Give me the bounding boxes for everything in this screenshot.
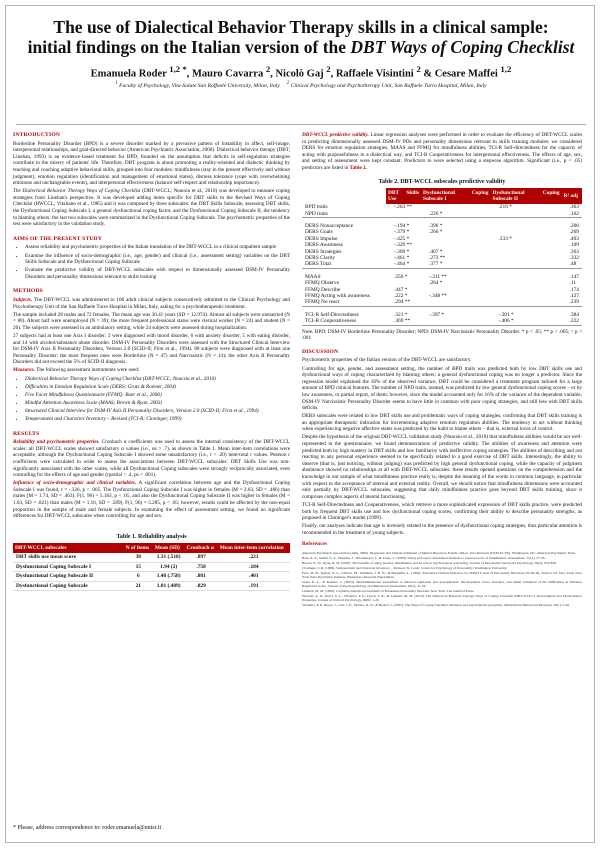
- table-row: [13, 572, 290, 581]
- predictive-paragraph: [302, 132, 582, 172]
- table-cell: TCI-R Cooperativeness: [305, 318, 357, 325]
- table-cell: .206: [569, 222, 579, 229]
- author-sup: 2: [265, 64, 271, 74]
- influence-text: A significant correlation between age and the Dysfunctional Coping Subscale I was found, r = -.326, p < .005. The Dysfunctional Coping Subscale I was higher in females (M = 2.03, SD = .466) than males (M = 1.74, SD = .463), F(1, 96) = 5.183, p < .05, and also the Dysfunctional Coping Subscale II was higher in females (M = 1.63, SD = .821) than males (M = 1.16, SD = .589), F(1, 96) = 5.285, p < .05; however, results could be affected by the non-equal proportion in the sample of male and female subjects. In examining the effect of assessment setting, we found no significant differences for DBT-WCCL subscales when controlling for age and sex.: [13, 480, 291, 520]
- table-cell: -.201 *: [498, 311, 514, 318]
- author-sup: 2: [416, 64, 421, 74]
- reference-item: Vitaliano, P. P., Russo, J., Carr, J. E., Maiuro, R. D., & Becker, J. (1985). The Ways of Coping Checklist: Revision and psychometric properties. Multivariate Behavioral Research, 20(1): 3-26.: [302, 602, 570, 607]
- reference-item: Brown, K. W., Ryan, R. M. (2003). The benefits of being present: mindfulness and its role in psychological well-being. Journal of Personality and Social Psychology, 84(4): 822-848.: [302, 560, 557, 565]
- table-cell: DERS Strategies: [305, 248, 342, 255]
- table-header-row: [302, 188, 582, 204]
- measures-label: Measures.: [13, 367, 36, 374]
- reference-list: [302, 551, 582, 607]
- reference-item: Gratz, K. L., & Roemer, L. (2004). Multidimensional assessment of emotion regulation and dysregulation: Development, factor structure, and initial validation of the Difficulties in Emotion Regulation Scale. Journal of Psychopathology and Behavioral Assessment, 26(1): 41-54.: [302, 579, 582, 589]
- table-cell: .273 **: [428, 255, 446, 261]
- table-cell: FFMQ No react: [305, 299, 340, 306]
- table-cell: .363: [569, 204, 579, 211]
- table-cell: .147: [569, 273, 579, 280]
- table-cell: [490, 299, 561, 306]
- table-cell: .801: [184, 572, 217, 581]
- author-sup: 2: [326, 64, 331, 74]
- table-cell: 38: [124, 553, 153, 562]
- table-cell: 1.94 (2): [153, 562, 185, 571]
- table-2-caption: Table 2. DBT-WCCL subscales predictive validity: [378, 178, 506, 185]
- reference-item: Baer, R. A., Smith, G. T., Hopkins, J., Krietemeyer, J., & Toney, L. (2006). Using self-report assessment methods to explore facets of mindfulness. Assessment, 13 (1), 27-45.: [302, 555, 546, 560]
- author: Nicolò Gaj: [275, 68, 324, 80]
- table-cell: [490, 261, 561, 268]
- table-cell: -.348 **: [428, 293, 447, 300]
- table-cell: .191: [218, 581, 290, 590]
- title-line-2-italic: DBT Ways of Coping Checklist: [350, 37, 575, 57]
- table-cell: DERS Awareness: [305, 242, 343, 249]
- table-cell: .384: [569, 311, 579, 318]
- reference-item: Linehan, M. M. (1993). Cognitive-behavioral treatment of Borderline Personality Disorder. New York: The Guilford Press.: [302, 588, 475, 593]
- results-heading: RESULTS: [13, 430, 40, 437]
- table-cell: .264 *: [428, 280, 443, 287]
- table-row: [302, 211, 582, 218]
- table-cell: .333 *: [498, 235, 512, 242]
- table-cell: .222 *: [394, 293, 408, 300]
- table-cell: [421, 318, 490, 325]
- table-cell: -.329 **: [394, 242, 412, 249]
- table-cell: DERS Goals: [305, 229, 333, 236]
- table-cell: MAAS: [305, 273, 321, 280]
- table-cell: DERS Nonacceptance: [305, 222, 354, 229]
- table-cell: -.379 *: [394, 229, 410, 236]
- affiliation-number: 2: [286, 81, 290, 86]
- table-body: [302, 204, 582, 325]
- discussion-paragraph: DERS subscales were related to low DBT skills use and problematic ways of coping strategies, confirming that DBT skills training is an appropriate therapeutic indication for incrementing adaptive emotion regulation abilities. The tendency to act without thinking when experiencing negative affective states was predicted by the habit to blame others – that is, external locus of control.: [302, 413, 582, 433]
- table-cell: .447 *: [394, 286, 408, 293]
- subjects-paragraph: [13, 297, 290, 310]
- table-cell: DERS Impulse: [305, 235, 338, 242]
- table-cell: 1.81 (.489): [153, 581, 185, 590]
- aims-heading: AIMS OF THE PRESENT STUDY: [13, 235, 103, 242]
- intro-paragraph-1: Borderline Personality Disorder (BPD) is a severe disorder marked by a pervasive pattern of instability in affect, self-image, interpersonal relationships, and goal-directed behavior (American Psychiatric Association, 2000). Dialectical behavior therapy (DBT; Linehan, 1993) is an evidence-based treatment for BPD, founded on the assumption that deficits in self-regulation strategies contribute to the misery of patients' life. Therefore, DBT program is about promoting a reality-oriented and dialectic thinking by teaching and coaching adaptive behavioral skills, grouped into four modules: mindfulness (stay in the present effectively and without judgment), emotion regulation (identification and management of emotional states), distress tolerance (cope with overwhelming emotions and unchangeable events), and interpersonal effectiveness (balance self-respect and relationship importance).: [13, 140, 291, 187]
- table-cell: 1.31 (.518): [153, 553, 185, 562]
- table-row: [13, 562, 290, 571]
- discussion-paragraph: TCI-R Self-Directedness and Cooperativeness, which retrieve a more sophisticated expression of DBT skills practice, were predicted both by frequent DBT skills use and low dysfunctional coping scores, confirming their ability to describe personality strengths, as proposed in Cloninger's model (1999).: [302, 501, 582, 522]
- sample-paragraph: The sample included 28 males and 72 females. The mean age was 30.41 years (SD = 12.974). Almost all subjects were unmarried (N = 80). About half were unemployed (N = 39); the more frequent professional status were clerical worker (N = 24) and student (N = 20). The subjects were assessed in an ambulatory setting, while 24 subjects were assessed during hospitalization.: [13, 311, 290, 331]
- author-sup: 1,2 *: [169, 64, 187, 74]
- table-cell: .11: [569, 280, 577, 287]
- table-row: [302, 299, 582, 306]
- table-cell: .407 *: [428, 248, 443, 255]
- table-cell: .174: [569, 286, 579, 293]
- table-1-caption: Table 1. Reliability analysis: [116, 533, 187, 540]
- table-cell: .829: [184, 581, 217, 590]
- table-row: [302, 318, 582, 325]
- reference-item: Neacsiu, A. D., Rizvi, S. L., Vitaliano, P. P., Lynch, T. R., & Linehan, M. M. (2010). The Dialectical Behavior Therapy Ways of Coping Checklist (DBT-WCCL): Development and Psychometric Properties. Journal of Clinical Psychology, 66(6): 1-20.: [302, 593, 582, 603]
- predictive-text: Linear regression analyses were performed in order to evaluate the efficiency of DBT-WCCL scales in predicting dimensionally assessed DSM-IV PDs and personality dimensions relevant to skills training modules: we considered DERS for emotion regulation strategies, MAAS and FFMQ for mindfulness abilities, TCI-R Self-directedness for the capacity of acting with purposefulness in a dialectical way, and TCI-R Cooperativeness for interpersonal effectiveness. The effects of age, sex, and setting of assessment were kept constant. Predictors to were selected using a stepwise algorithm. Significant (i.e., p < .05) predictors are listed in: [302, 132, 582, 171]
- aims-list: [13, 244, 290, 280]
- table-cell: .758: [184, 562, 217, 571]
- author: Emanuela Roder: [90, 68, 167, 80]
- table-row: [13, 581, 290, 590]
- poster-title: [6, 17, 596, 57]
- table-cell: .184: [218, 562, 290, 571]
- measure-item: • Structured Clinical Interview for DSM-IV Axis II Personality Disorders, Version 2.0 (SCID-II; First et al., 1994): [25, 408, 290, 415]
- reference-item: First, M. B., Spitzer, R. L., Gibbon, M., Williams, J. B. W., & Benjamin, L. (1994). Structured Clinical Interview for DSM-IV Axis II Personality Disorders (SCID-II), Version 2.0. New York: New York State Psychiatric Institute, Biometrics Research Department.: [302, 570, 582, 579]
- table-row: [13, 553, 290, 562]
- aim-item: • Examine the influence of socio-demographic (i.e., age, gender) and clinical (i.e., assessment setting) variables on the DBT Skills Subscale and the Dysfunctional Coping Subscale: [25, 253, 290, 266]
- table-header: [302, 188, 386, 204]
- table-cell: .162: [569, 210, 579, 217]
- table-cell: DBT skills use mean score: [13, 553, 124, 562]
- table-cell: -.311 **: [428, 273, 447, 280]
- table-header: DBT-WCCL subscales: [13, 543, 124, 553]
- subjects-text: The DBT-WCCL was administered to 100 adult clinical subjects consecutively admitted to the Clinical Psychology and Psychotherapy Unit of the San Raffaele Turro Hospital in Milan, Italy, asking for a psychotherapeutic treatment.: [13, 296, 290, 310]
- measures-paragraph: [13, 367, 290, 374]
- measure-item: • Difficulties in Emotion Regulation Scale (DERS; Gratz & Roemer, 2004): [25, 384, 290, 391]
- table-cell: .294 **: [394, 299, 411, 306]
- title-line-1: The use of Dialectical Behavior Therapy skills in a clinical sample:: [53, 17, 549, 37]
- predictive-validity-table: [302, 188, 582, 326]
- table-header: Cronbach α: [184, 543, 217, 553]
- reliability-text: Cronbach α coefficients was used to assess the internal consistency of the DBT-WCCL scales: all DBT-WCCL scales showed satisfactory α values (i.e., αs > .7), as shown in Table 1. Mean inter-item correlations were acceptable, although the Dysfunctional Coping Subscale I showed some unsatisfactory (i.e., r < .20) item-total r values. Pearson r coefficients were calculated in order to assess the associations between DBT-WCCL subscales: DBT Skills Use was non-significantly associated with the other scales, while all Dysfunctional Coping subscales were strongly reciprocally associated, even controlling for the effects of age and gender (rpartial > .4, ps < .001).: [13, 439, 290, 479]
- table-2-note: Note. BPD: DSM-IV Borderline Personality Disorder; NPD: DSM-IV Narcissistic Personality Disorder. * p < .05; ** p < .005; ^ p < .001: [302, 328, 582, 342]
- discussion-paragraph: Controlling for age, gender, and assessment setting, the number of BPD traits was predicted both by low DBT skills use and dysfunctional ways of coping characterized by blaming others; a general dysfunctional coping was no longer a predictor. Since the regression model explained the 36% of the observed variance, DBT could be considered a treatment program tailored for a large amount of BPD clinical features. The number of NPD traits, instead, was predicted by low general dysfunctional coping scores – or by low awareness, or partial report, of them; however, since the model accounted only for 16% of the variance of the dependent variable, DSM-IV Narcissistic Personality Disorder seems to have little in common with poor coping strategies, and still less with DBT skills deficits.: [302, 365, 582, 412]
- table-cell: -.406 *: [498, 318, 514, 325]
- measure-item: • Mindful Attention Awareness Scale (MAAS; Brown & Ryan, 2003): [25, 400, 290, 407]
- table-header: DBT Skills Use: [388, 190, 419, 203]
- table-cell: -.461 *: [394, 255, 410, 261]
- right-column: [302, 132, 582, 608]
- table-cell: NPD traits: [305, 210, 328, 217]
- author: Mauro Cavarra: [191, 68, 264, 80]
- aim-item: • Assess reliability and psychometric properties of the Italian translation of the DBT-WCCL in a clinical outpatient sample: [25, 244, 290, 251]
- measure-item: • Temperament and Character Inventory – Revised (TCI-R; Cloninger, 1999): [25, 416, 290, 423]
- affiliation-2: Clinical Psychology and Psychotherapy Unit, San Raffaele Turro Hospital, Milan, Italy: [290, 82, 487, 89]
- author: Raffaele Visintini: [335, 68, 414, 80]
- table-header-row: [13, 543, 290, 553]
- table-cell: .403: [569, 235, 579, 242]
- table-cell: .266 *: [428, 229, 443, 236]
- table-cell: -.464 *: [394, 261, 410, 268]
- table-cell: FFMQ Acting with awareness: [305, 293, 370, 300]
- influence-paragraph: [13, 480, 290, 520]
- intro-paragraph-2: [13, 188, 290, 228]
- table-cell: .897: [184, 553, 217, 562]
- reliability-paragraph: [13, 439, 290, 479]
- correspondence-email: * Please, address correspondence to: roder.emanuela@unisr.it: [13, 825, 162, 831]
- table-cell: .332: [569, 255, 579, 261]
- table-cell: 21: [124, 581, 153, 590]
- table-cell: .377 *: [428, 261, 443, 268]
- reference-item: American Psychiatric Association (APA, 2000). Diagnostic and Statistical Manual of Mental Disorders, Fourth edition, Text Revision (DSM-IV-TR). Washington, DC: American Psychiatric Press.: [302, 550, 576, 555]
- table-cell: BPD traits: [305, 204, 328, 211]
- table-header: R² adj: [562, 188, 582, 204]
- influence-label: Influence of socio-demographic and clinical variables.: [13, 480, 137, 487]
- instrument-name: The Dialectical Behavior Therapy Ways of Coping Checklist: [13, 188, 141, 195]
- table-cell: .48: [569, 261, 577, 268]
- measure-item: • Five Facet Mindfulness Questionnaire (FFMQ; Baer et al., 2006): [25, 392, 290, 399]
- table-header: Dysfunctional Coping Subscale I: [422, 190, 489, 203]
- table-cell: -.194 *: [394, 222, 410, 229]
- diagnosis-paragraph: 27 subjects had at least one Axis I disorder: 3 were diagnosed with mood disorder, 6 with anxiety disorder, 5 with eating disorder, and 14 with alcohol/substance abuse disorder. DSM-IV Personality Disorders were assessed with the Structured Clinical Interview for DSM-IV Axis II Personality Disorders, Version 2.0 (SCID-II; First et al., 1994). 88 subjects were diagnosed with at least one Personality Disorder: the most frequent ones were Borderline (N = 47) and Narcissistic (N = 14); the other Axis II Personality Disorders did not exceed the 5% of SCID-II diagnosis.: [13, 332, 290, 366]
- table-cell: Dysfunctional Coping Subscale: [13, 581, 124, 590]
- table-cell: 6: [124, 572, 153, 581]
- table-header: N of items: [124, 543, 153, 553]
- table-cell: -.263 **: [394, 204, 412, 211]
- table-cell: -.397 *: [428, 311, 445, 318]
- table-cell: .401: [218, 572, 290, 581]
- table-cell: Dysfunctional Coping Subscale I: [13, 562, 124, 571]
- table-cell: .269: [569, 229, 579, 236]
- table-cell: -.369 *: [394, 248, 410, 255]
- table-cell: .221: [218, 553, 290, 562]
- predictive-label: DBT-WCCL predictive validity.: [302, 132, 369, 138]
- table-cell: 1.48 (.758): [153, 572, 185, 581]
- table-cell: .321 *: [394, 311, 408, 318]
- table-cell: 15: [124, 562, 153, 571]
- table-cell: Dysfunctional Coping Subscale II: [13, 572, 124, 581]
- table-cell: .109: [569, 242, 579, 249]
- table-header: Mean inter-item correlation: [218, 543, 290, 553]
- table-cell: .256 *: [394, 273, 408, 280]
- table-cell: TCI-R Self-Directedness: [305, 311, 359, 318]
- ampersand: &: [423, 68, 433, 80]
- reference-item: Cloninger, C.R. (1999). Temperament and Character Inventory – Revised. St. Louis: Center for Psychology of Personality, Washington University.: [302, 565, 508, 570]
- table-cell: [421, 299, 490, 306]
- table-header: Dysfunctional Coping Subscale II: [492, 190, 560, 203]
- measures-list: [13, 376, 290, 423]
- subjects-label: Subjects.: [13, 296, 33, 303]
- discussion-paragraph: Psychometric properties of the Italian version of the DBT-WCCL are satisfactory.: [302, 357, 472, 364]
- methods-heading: METHODS: [13, 288, 43, 295]
- author: Cesare Maffei: [434, 68, 498, 80]
- author-sup: 1,2: [500, 64, 512, 74]
- table-cell: .369 **: [394, 318, 411, 325]
- table-cell: .396 *: [428, 222, 443, 229]
- table-cell: .239: [569, 299, 579, 306]
- left-column: [13, 132, 290, 591]
- affiliations: [6, 81, 596, 89]
- header-divider: [16, 124, 586, 125]
- table-cell: [386, 211, 421, 218]
- reliability-table: [13, 543, 290, 591]
- reliability-label: Reliability and psychometric properties.: [13, 439, 100, 446]
- table-cell: DERS Clarity: [305, 255, 336, 261]
- table-cell: .127: [569, 293, 579, 300]
- table-cell: [490, 211, 561, 218]
- table-cell: DERS Total: [305, 261, 332, 268]
- table-header: Mean (SD): [153, 543, 185, 553]
- table-cell: FFMQ Describe: [305, 286, 341, 293]
- table-2-link[interactable]: Table 2.: [349, 164, 367, 171]
- table-cell: FFMQ Observe: [305, 280, 339, 287]
- references-heading: References: [302, 542, 328, 548]
- table-cell: .222: [569, 318, 579, 325]
- affiliation-1: Faculty of Psychology, Vita-Salute San Raffaele University, Milan, Italy: [119, 82, 280, 89]
- title-line-2-prefix: initial findings on the Italian version of the: [27, 37, 351, 57]
- intro-paragraph-2-text: (DBT-WCCL; Neacsiu et al., 2010) was developed to measure coping strategies from Linehan's perspective. It was developed adding items specific for DBT skills to the Revised Ways of Coping Checklist (RWCCL; Vitaliano et al., 1985) and it was composed by three subscales: the DBT Skills Subscale, assessing DBT skills, the Dysfunctional Coping Subscale I, a general dysfunctional coping factor, and the Dysfunctional Coping Subscale II, the tendency to blaming others: the last two subscales were summarized in the Dysfunctional Coping Subscale. The psychometric properties of the test were satisfactory in the validation study.: [13, 188, 290, 228]
- affiliation-number: 1: [115, 81, 118, 86]
- measures-text: The following assessment instruments were used:: [35, 367, 140, 374]
- aim-item: • Evaluate the predictive validity of DBT-WCCL subscales with respect to dimensionally assessed DSM-IV Personality Disorders and personality dimensions relevant to skills training: [25, 267, 290, 280]
- intro-heading: INTRODUCTION: [13, 132, 61, 138]
- table-cell: -.425 *: [394, 235, 410, 242]
- author-list: Emanuela Roder $^{1,2 *}$, Mauro Cavarra $^2$, Nicolò Gaj $^2$, Raffaele Visintini $^2$ & Cesare Maffei $^{1,2}$: [90, 64, 512, 80]
- table-row: [302, 261, 582, 268]
- table-cell: .216 *: [498, 204, 512, 211]
- measure-item: • Dialectical Behavior Therapy Ways of Coping Checklist (DBT-WCCL; Neacsiu et al., 2010): [25, 376, 290, 383]
- discussion-heading: DISCUSSION: [302, 348, 339, 355]
- table-cell: .226 *: [428, 210, 443, 217]
- title-line-2: [6, 37, 596, 57]
- discussion-paragraph: Finally, our analyses indicate that age is inversely related to the presence of dysfunctional coping strategies, thus particular attention is recommended in the treatment of young subjects.: [302, 523, 582, 536]
- discussion-paragraph: Despite the hypothesis of the original DBT-WCCL validation study (Neacsiu et al., 2010) that mindfulness abilities would be not well-represented in the questionnaire, we found demonstrations of predictive validity. The abilities of awareness and attention were predicted both by high mastery in DBT skills and low familiarity with ineffective coping strategies. The abilities of describing and not reacting to any personal experience seemed to be specifically related to a good exercise of DBT skills. Interestingly, the ability to observe (that is, just noticing, without judging) was predicted by high general dysfunctional coping, while the capacity of judgment abstinence showed no relationships at all with DBT-WCCL subscales: these results opened questions on the comprehension and the knowledge in our sample of what mindfulness practice really is, despite the meaning of the words in common language, in particular with respect to the acceptance of internal and external reality. Overall, we should notice that mindfulness dimensions were accounted only partially by DBT-WCCL subscales, suggesting that daily mindfulness practice goes beyond DBT skills training, since it comprises complex aspects of mental functioning.: [302, 434, 582, 500]
- table-cell: .363: [569, 248, 579, 255]
